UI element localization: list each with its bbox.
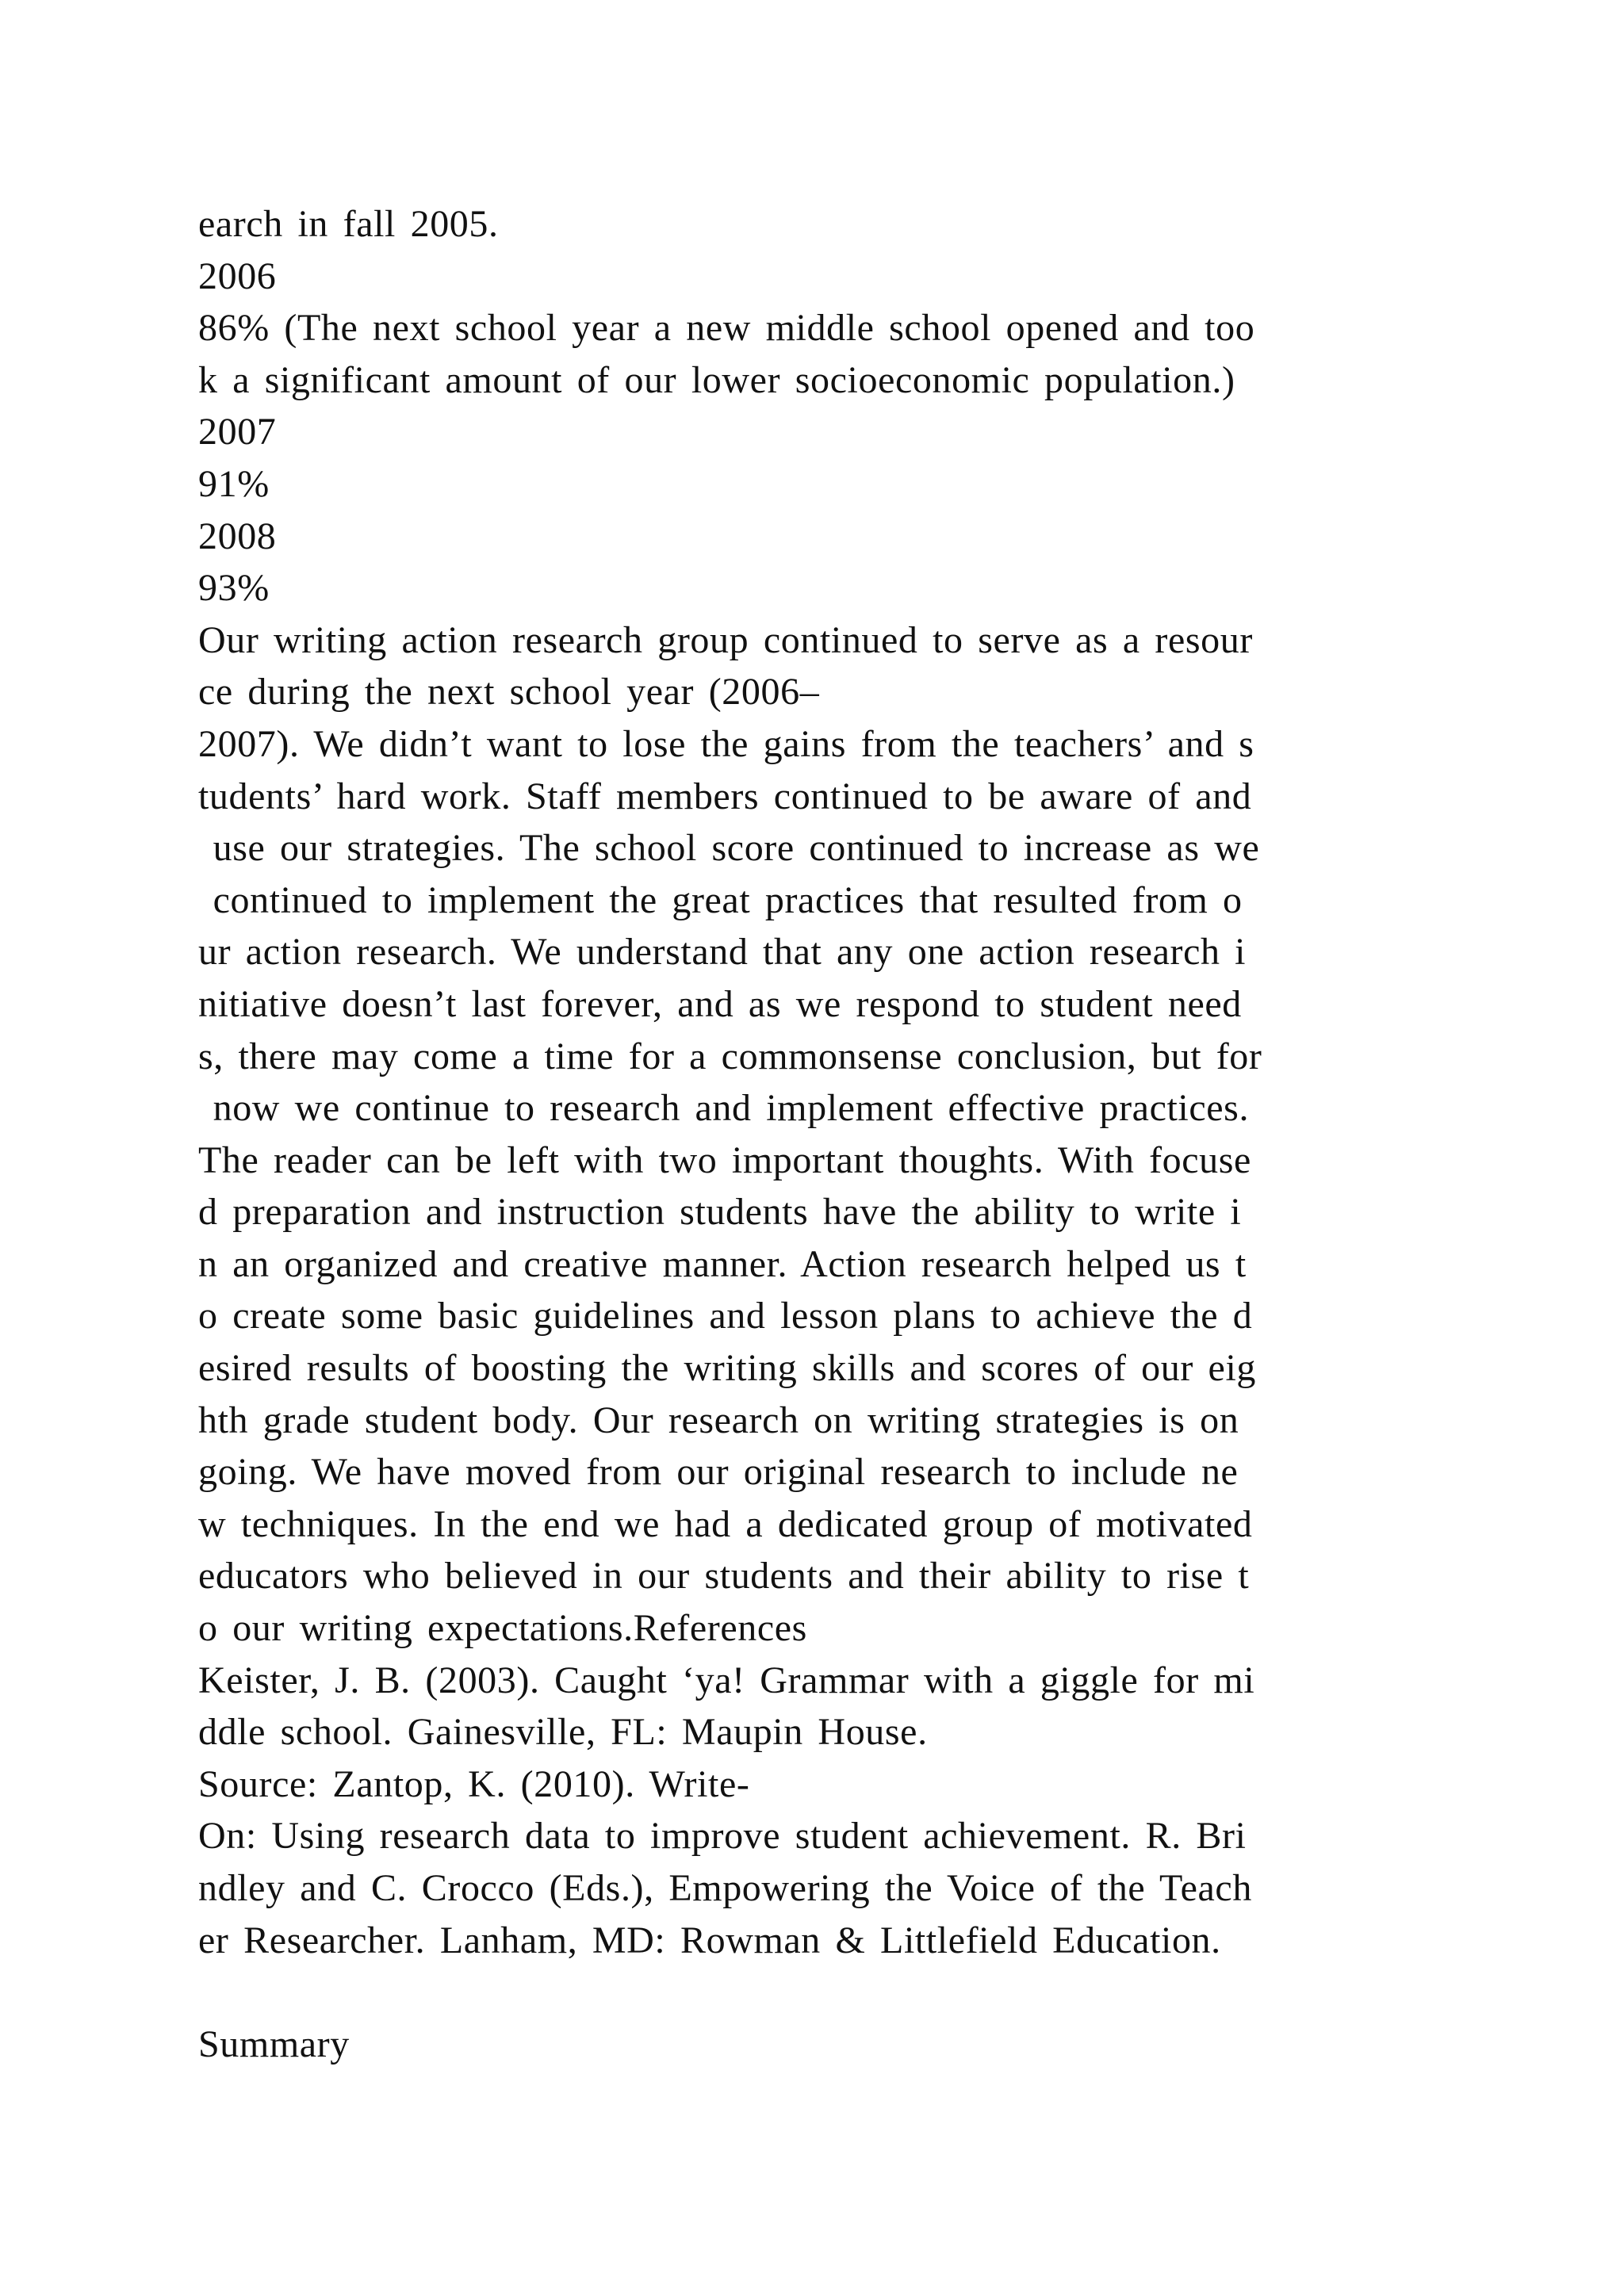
text-line: hth grade student body. Our research on writing strategies is on	[198, 1399, 1239, 1441]
document-body	[198, 198, 1507, 2070]
text-line: 93%	[198, 567, 270, 610]
text-line: 2007). We didn’t want to lose the gains from the teachers’ and s	[198, 722, 1254, 765]
summary-heading: Summary	[198, 2022, 350, 2065]
text-line: esired results of boosting the writing skills and scores of our eig	[198, 1347, 1256, 1390]
source-line: er Researcher. Lanham, MD: Rowman & Littlefield Education.	[198, 1919, 1221, 1961]
text-line: now we continue to research and implement effective practices.	[198, 1087, 1250, 1130]
text-line: educators who believed in our students and their ability to rise t	[198, 1555, 1250, 1598]
text-line: use our strategies. The school score continued to increase as we	[198, 827, 1260, 870]
source-line: ndley and C. Crocco (Eds.), Empowering the Voice of the Teach	[198, 1867, 1252, 1909]
text-line: tudents’ hard work. Staff members continued to be aware of and	[198, 775, 1252, 817]
text-line: 91%	[198, 462, 270, 505]
source-line: Source: Zantop, K. (2010). Write-	[198, 1762, 750, 1805]
blank-line	[198, 1966, 1507, 2019]
text-line: 2007	[198, 411, 277, 453]
reference-line: Keister, J. B. (2003). Caught ‘ya! Grammar with a giggle for mi	[198, 1659, 1255, 1701]
text-line: nitiative doesn’t last forever, and as we respond to student need	[198, 982, 1242, 1025]
text-line: 2008	[198, 515, 277, 557]
text-line: d preparation and instruction students have the ability to write i	[198, 1191, 1242, 1234]
text-line: earch in fall 2005.	[198, 203, 499, 245]
text-line: s, there may come a time for a commonsense conclusion, but for	[198, 1035, 1262, 1077]
text-line: going. We have moved from our original research to include ne	[198, 1451, 1239, 1494]
text-line: Our writing action research group continued to serve as a resour	[198, 618, 1253, 661]
text-line: o create some basic guidelines and lesson plans to achieve the d	[198, 1295, 1253, 1337]
text-line: o our writing expectations.References	[198, 1607, 807, 1650]
source-line: On: Using research data to improve student achievement. R. Bri	[198, 1815, 1247, 1858]
text-line: ur action research. We understand that any one action research i	[198, 931, 1247, 974]
text-line: w techniques. In the end we had a dedicated group of motivated	[198, 1502, 1253, 1545]
text-line: The reader can be left with two important thoughts. With focuse	[198, 1138, 1251, 1181]
text-line: n an organized and creative manner. Action research helped us t	[198, 1242, 1247, 1285]
reference-line: ddle school. Gainesville, FL: Maupin House.	[198, 1711, 928, 1754]
text-line: k a significant amount of our lower socioeconomic population.)	[198, 358, 1235, 401]
text-line: ce during the next school year (2006–	[198, 671, 820, 714]
text-line: 2006	[198, 254, 277, 297]
text-line: continued to implement the great practices that resulted from o	[198, 878, 1243, 921]
text-line: 86% (The next school year a new middle school opened and too	[198, 307, 1255, 350]
